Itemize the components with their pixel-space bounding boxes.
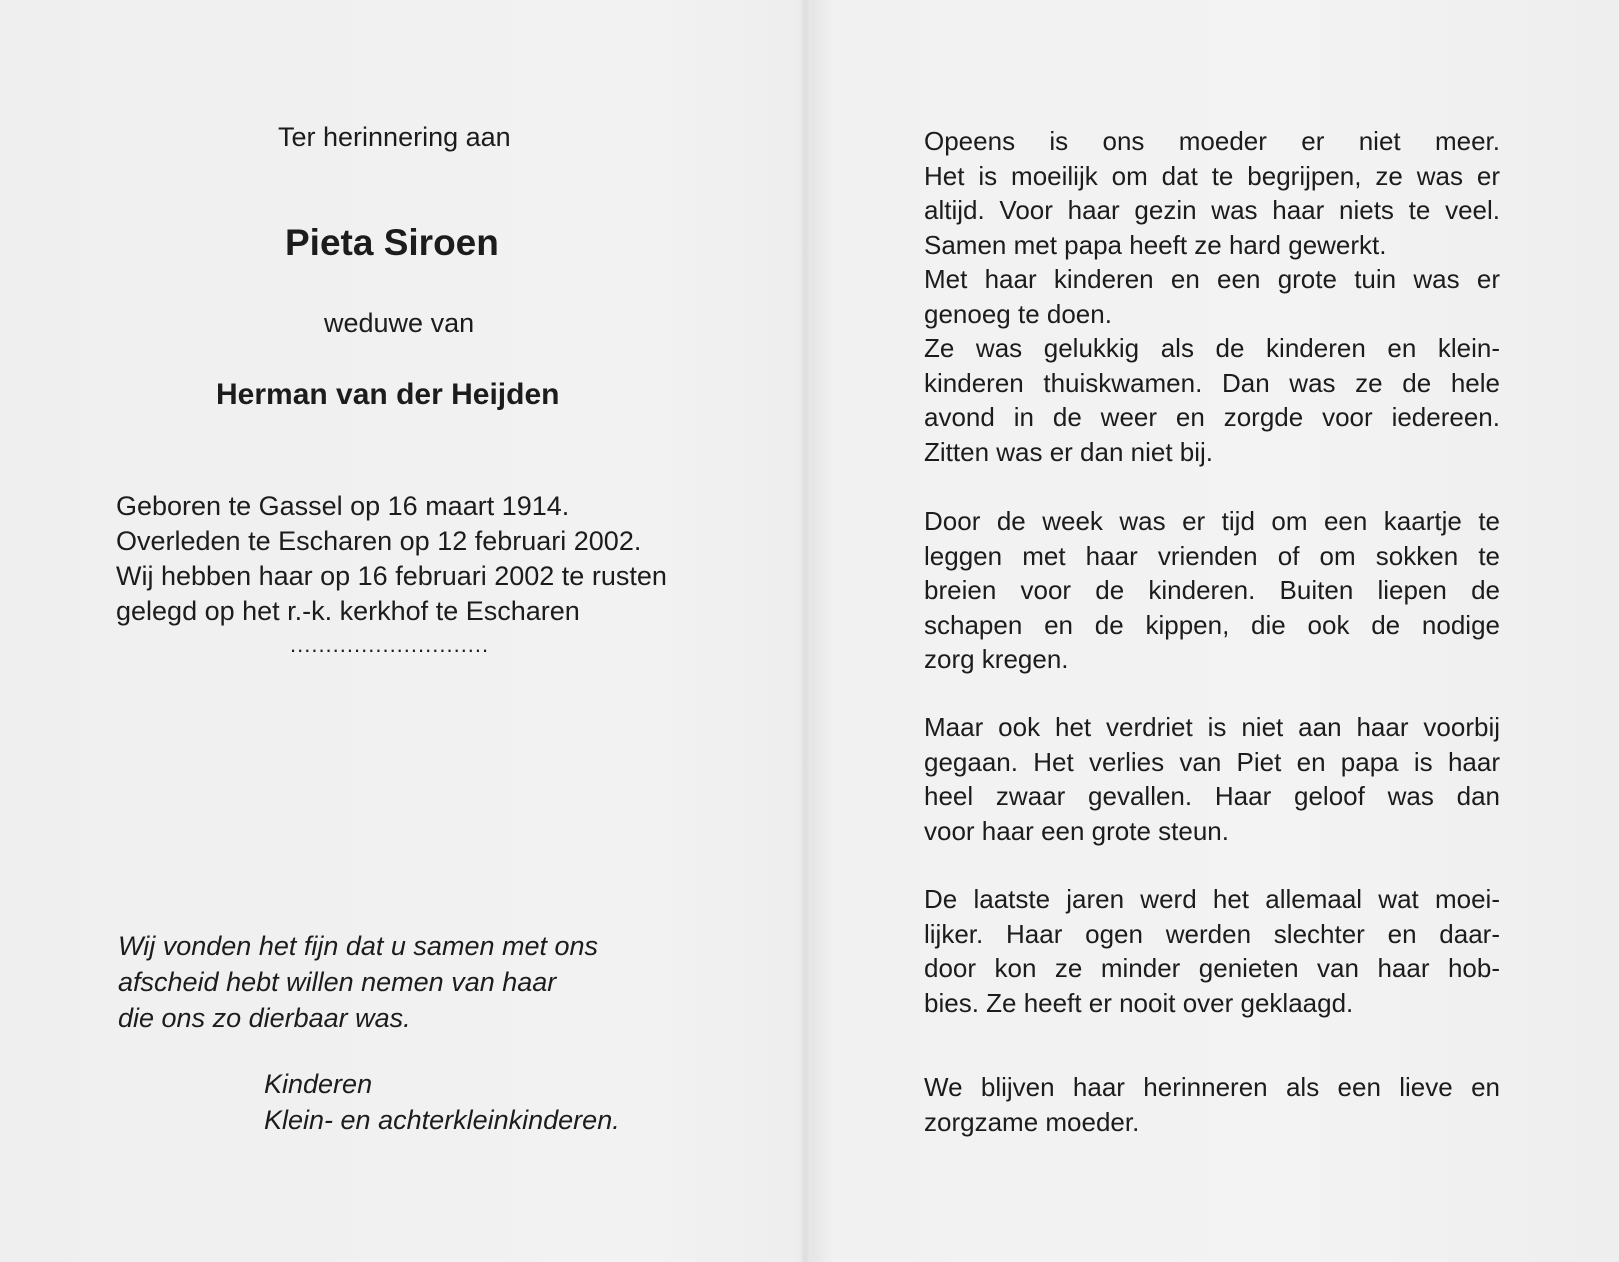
text-line: gegaan. Het verlies van Piet en papa is haar [924, 746, 1500, 777]
thanks-line: Wij vonden het fijn dat u samen met ons [118, 931, 599, 961]
left-page [0, 0, 805, 1262]
burial-line: Wij hebben haar op 16 februari 2002 te rusten [116, 561, 667, 591]
widow-label: weduwe van [324, 308, 475, 338]
thanks-line: afscheid hebt willen nemen van haar [118, 967, 557, 997]
right-page [810, 0, 1619, 1262]
text-line: De laatste jaren werd het allemaal wat moei- [924, 884, 1500, 914]
paragraph [924, 882, 1500, 1020]
text-line: zorgzame moeder. [924, 1106, 1140, 1137]
text-line: Maar ook het verdriet is niet aan haar voorbij [924, 712, 1500, 742]
text-line: leggen met haar vrienden of om sokken te [924, 540, 1500, 571]
text-line: door kon ze minder genieten van haar hob- [924, 953, 1500, 983]
thanks-line: die ons zo dierbaar was. [118, 1003, 411, 1033]
text-line: Zitten was er dan niet bij. [924, 436, 1214, 467]
text-line: heel zwaar gevallen. Haar geloof was dan [924, 781, 1500, 811]
text-line: schapen en de kippen, die ook de nodige [924, 609, 1500, 640]
signers [264, 1066, 620, 1138]
intro-text: Ter herinnering aan [278, 122, 511, 152]
text-line: altijd. Voor haar gezin was haar niets te veel. [924, 195, 1500, 225]
text-line: Het is moeilijk om dat te begrijpen, ze was er [924, 160, 1500, 191]
death-line: Overleden te Escharen op 12 februari 2002. [116, 526, 642, 556]
paragraph [924, 504, 1500, 677]
text-line: Door de week was er tijd om een kaartje te [924, 506, 1500, 536]
life-details [116, 489, 667, 629]
dotted-divider: ............................ [290, 632, 490, 657]
signer-grandchildren: Klein- en achterkleinkinderen. [264, 1105, 620, 1135]
text-line: genoeg te doen. [924, 298, 1112, 329]
text-line: Opeens is ons moeder er niet meer. [924, 126, 1500, 156]
text-line: Samen met papa heeft ze hard gewerkt. [924, 229, 1387, 260]
text-line: breien voor de kinderen. Buiten liepen de [924, 575, 1500, 605]
paragraph [924, 710, 1500, 848]
text-line: bies. Ze heeft er nooit over geklaagd. [924, 987, 1354, 1018]
burial-place-line: gelegd op het r.-k. kerkhof te Escharen [116, 596, 580, 626]
text-line: Ze was gelukkig als de kinderen en klein- [924, 333, 1500, 363]
thanks-message [118, 928, 598, 1036]
text-line: kinderen thuiskwamen. Dan was ze de hele [924, 367, 1500, 398]
paragraph [924, 1070, 1500, 1139]
text-line: We blijven haar herinneren als een lieve en [924, 1072, 1500, 1102]
deceased-name: Pieta Siroen [285, 222, 499, 263]
paragraph [924, 124, 1500, 469]
text-line: voor haar een grote steun. [924, 815, 1229, 846]
husband-name: Herman van der Heijden [216, 378, 560, 411]
signer-children: Kinderen [264, 1069, 373, 1099]
text-line: lijker. Haar ogen werden slechter en daar- [924, 918, 1500, 949]
text-line: Met haar kinderen en een grote tuin was er [924, 264, 1500, 294]
text-line: avond in de weer en zorgde voor iedereen. [924, 402, 1500, 432]
birth-line: Geboren te Gassel op 16 maart 1914. [116, 491, 570, 521]
text-line: zorg kregen. [924, 644, 1069, 674]
